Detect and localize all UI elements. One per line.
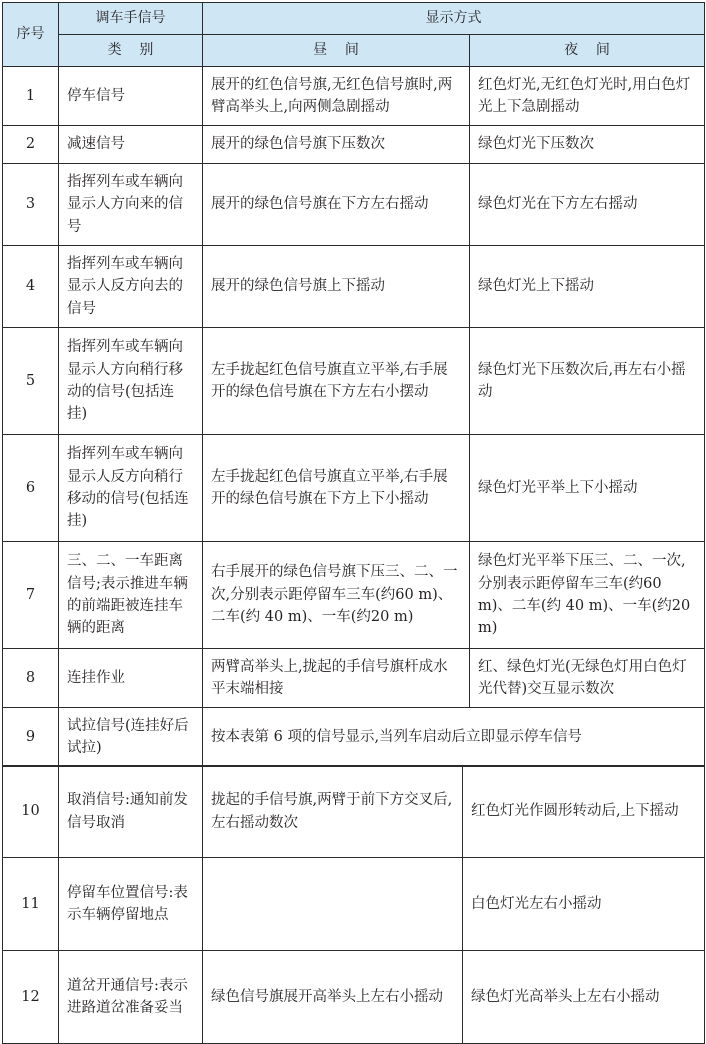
night-display: 红、绿色灯光(无绿色灯用白色灯光代替)交互显示数次 <box>470 649 705 708</box>
signal-name: 指挥列车或车辆向显示人方向稍行移动的信号(包括连挂) <box>59 328 203 435</box>
signal-name: 指挥列车或车辆向显示人反方向去的信号 <box>59 246 203 328</box>
day-display: 右手展开的绿色信号旗下压三、二、一次,分别表示距停留车三车(约60 m)、二车(约 40 m)、一车(约20 m) <box>203 542 470 649</box>
header-category: 类 别 <box>59 35 203 67</box>
row-number: 7 <box>3 542 59 649</box>
header-display: 显示方式 <box>203 3 705 35</box>
table-row <box>3 858 705 951</box>
night-display: 绿色灯光平举下压三、二、一次,分别表示距停留车三车(约60 m)、二车(约 40 m)、一车(约20 m) <box>470 542 705 649</box>
signal-name: 取消信号:通知前发信号取消 <box>59 766 203 858</box>
day-display: 绿色信号旗展开高举头上左右小摇动 <box>203 951 463 1044</box>
night-display: 红色灯光,无红色灯光时,用白色灯光上下急剧摇动 <box>470 67 705 126</box>
row-number: 11 <box>3 858 59 951</box>
day-display: 拢起的手信号旗,两臂于前下方交叉后,左右摇动数次 <box>203 766 463 858</box>
header-index: 序号 <box>3 3 59 67</box>
table-row <box>3 164 705 246</box>
table-row <box>3 246 705 328</box>
row-number: 12 <box>3 951 59 1044</box>
table-row <box>3 766 705 858</box>
header-group: 调车手信号 <box>59 3 203 35</box>
day-display: 展开的绿色信号旗上下摇动 <box>203 246 470 328</box>
night-display: 红色灯光作圆形转动后,上下摇动 <box>463 766 705 858</box>
row-number: 10 <box>3 766 59 858</box>
night-display: 绿色灯光在下方左右摇动 <box>470 164 705 246</box>
day-display <box>203 858 463 951</box>
night-display: 绿色灯光平举上下小摇动 <box>470 435 705 542</box>
night-display: 绿色灯光上下摇动 <box>470 246 705 328</box>
day-display: 展开的红色信号旗,无红色信号旗时,两臂高举头上,向两侧急剧摇动 <box>203 67 470 126</box>
night-display: 绿色灯光下压数次后,再左右小摇动 <box>470 328 705 435</box>
header-night: 夜 间 <box>470 35 705 67</box>
signal-name: 三、二、一车距离信号;表示推进车辆的前端距被连挂车辆的距离 <box>59 542 203 649</box>
row-number: 1 <box>3 67 59 126</box>
table-row <box>3 649 705 708</box>
signal-name: 道岔开通信号:表示进路道岔准备妥当 <box>59 951 203 1044</box>
table-row <box>3 126 705 164</box>
header-row-2 <box>3 35 705 67</box>
day-display: 左手拢起红色信号旗直立平举,右手展开的绿色信号旗在下方上下小摇动 <box>203 435 470 542</box>
day-display: 展开的绿色信号旗下压数次 <box>203 126 470 164</box>
table-row <box>3 435 705 542</box>
row-number: 6 <box>3 435 59 542</box>
row-number: 4 <box>3 246 59 328</box>
night-display: 绿色灯光高举头上左右小摇动 <box>463 951 705 1044</box>
signal-name: 连挂作业 <box>59 649 203 708</box>
table-row <box>3 951 705 1044</box>
night-display: 白色灯光左右小摇动 <box>463 858 705 951</box>
signal-name: 停留车位置信号:表示车辆停留地点 <box>59 858 203 951</box>
table-row <box>3 328 705 435</box>
hand-signal-table-continued <box>2 765 705 1044</box>
row-number: 9 <box>3 708 59 767</box>
row-number: 8 <box>3 649 59 708</box>
merged-display: 按本表第 6 项的信号显示,当列车启动后立即显示停车信号 <box>203 708 705 767</box>
row-number: 2 <box>3 126 59 164</box>
signal-name: 指挥列车或车辆向显示人方向来的信号 <box>59 164 203 246</box>
table-row <box>3 67 705 126</box>
signal-name: 指挥列车或车辆向显示人反方向稍行移动的信号(包括连挂) <box>59 435 203 542</box>
table-row <box>3 708 705 767</box>
day-display: 左手拢起红色信号旗直立平举,右手展开的绿色信号旗在下方左右小摆动 <box>203 328 470 435</box>
night-display: 绿色灯光下压数次 <box>470 126 705 164</box>
header-row-1 <box>3 3 705 35</box>
signal-name: 试拉信号(连挂好后试拉) <box>59 708 203 767</box>
day-display: 两臂高举头上,拢起的手信号旗杆成水平末端相接 <box>203 649 470 708</box>
day-display: 展开的绿色信号旗在下方左右摇动 <box>203 164 470 246</box>
signal-name: 停车信号 <box>59 67 203 126</box>
table-row <box>3 542 705 649</box>
row-number: 5 <box>3 328 59 435</box>
header-day: 昼 间 <box>203 35 470 67</box>
hand-signal-table <box>2 2 705 767</box>
row-number: 3 <box>3 164 59 246</box>
signal-name: 减速信号 <box>59 126 203 164</box>
